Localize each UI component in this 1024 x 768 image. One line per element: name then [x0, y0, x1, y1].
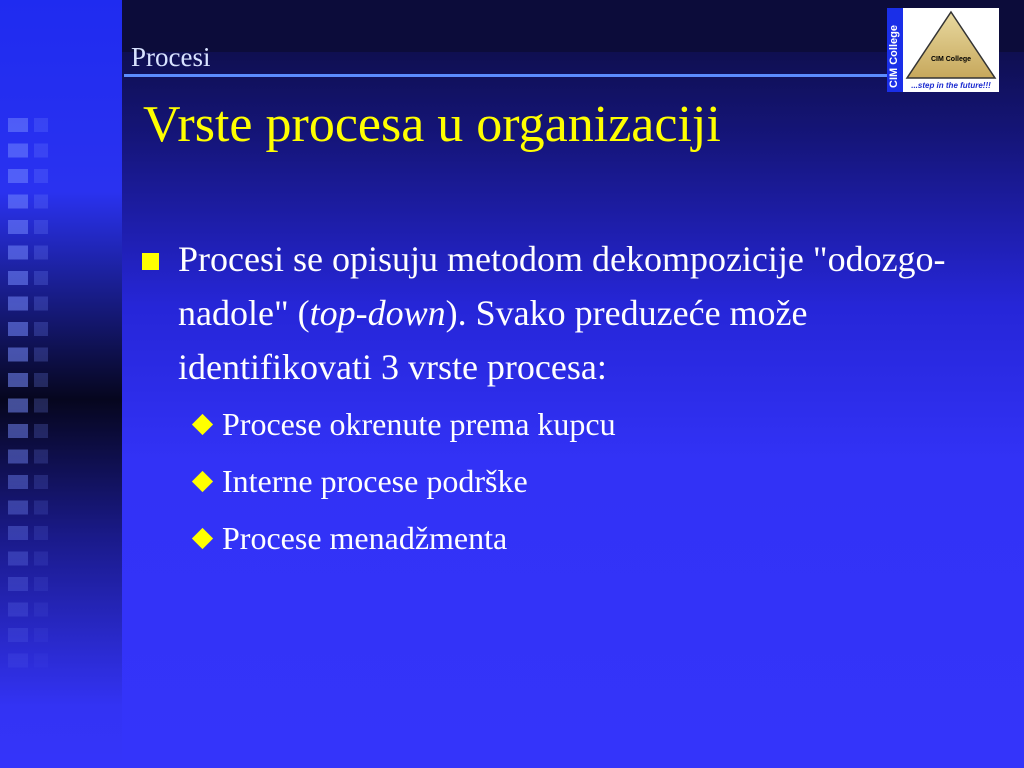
sub-bullet-text: Procese okrenute prema kupcu: [222, 406, 616, 442]
cim-college-logo: [887, 8, 999, 92]
header-divider: [124, 74, 890, 77]
pyramid-icon: [903, 8, 999, 80]
square-pattern-decoration: [34, 118, 48, 678]
main-bullet-text-start: Procesi se opisuju metodom dekompozicije "odozgo-nadole" (: [178, 239, 946, 333]
main-bullet-text-end: ). Svako preduzeće može identifikovati 3 vrste procesa:: [178, 293, 808, 387]
sub-bullet-text: Interne procese podrške: [222, 463, 528, 499]
main-bullet-italic-term: top-down: [309, 293, 446, 333]
side-panel-decoration: [0, 0, 122, 768]
sub-bullet: [192, 510, 980, 567]
sub-bullet-list: [140, 396, 980, 567]
section-label: Procesi: [131, 42, 211, 72]
logo-tagline: ...step in the future!!!: [911, 81, 991, 90]
square-pattern-decoration: [8, 118, 28, 678]
logo-band-text: CIM College: [888, 25, 900, 88]
slide-title: Vrste procesa u organizaciji: [143, 96, 721, 153]
diamond-bullet-icon: [192, 471, 213, 492]
logo-triangle-text: CIM College: [930, 56, 972, 63]
main-bullet: [140, 232, 980, 394]
logo-box: [903, 8, 999, 92]
logo-side-band: [887, 8, 903, 92]
square-bullet-icon: [142, 253, 159, 270]
sub-bullet: [192, 396, 980, 453]
sub-bullet-text: Procese menadžmenta: [222, 520, 508, 556]
sub-bullet: [192, 453, 980, 510]
diamond-bullet-icon: [192, 414, 213, 435]
diamond-bullet-icon: [192, 528, 213, 549]
bullet-list: [140, 232, 980, 567]
